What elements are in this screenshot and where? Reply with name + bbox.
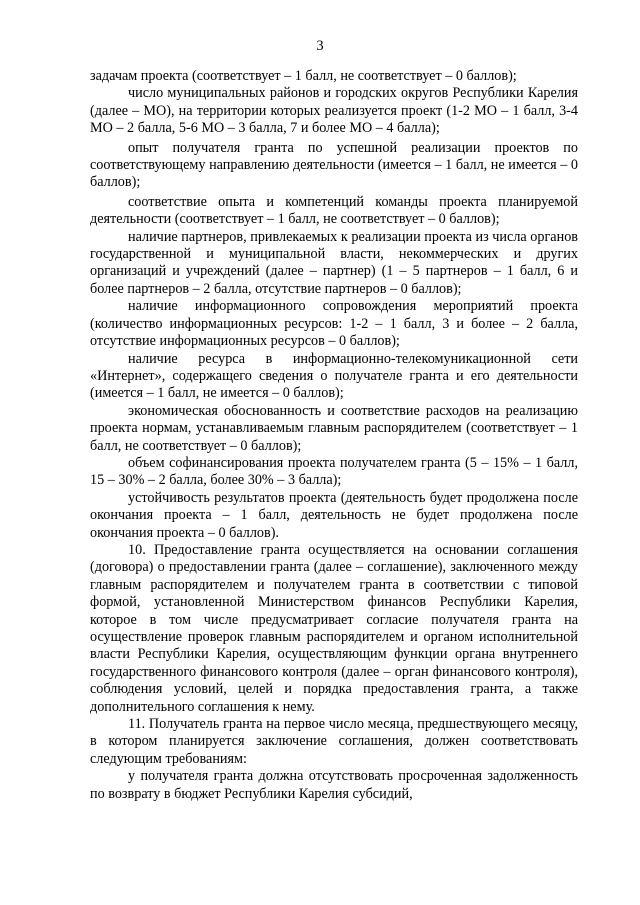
- paragraph: 11. Получатель гранта на первое число месяца, предшествующего месяцу, в котором планируется заключение соглашения, должен соответствовать следующим требованиям:: [90, 716, 578, 767]
- paragraph: устойчивость результатов проекта (деятельность будет продолжена после окончания проекта – 1 балл, деятельность не будет продолжена после окончания проекта – 0 баллов).: [90, 489, 578, 541]
- paragraph: экономическая обоснованность и соответствие расходов на реализацию проекта нормам, устанавливаемым главным распорядителем (соответствует – 1 балл, не соответствует – 0 баллов);: [90, 402, 578, 454]
- paragraph: число муниципальных районов и городских округов Республики Карелия (далее – МО), на территории которых реализуется проект (1-2 МО – 1 балл, 3-4 МО – 2 балла, 5-6 МО – 3 балла, 7 и более МО – 4 балла);: [90, 85, 578, 137]
- paragraph: наличие информационного сопровождения мероприятий проекта (количество информационных ресурсов: 1-2 – 1 балл, 3 и более – 2 балла, отсутствие информационных ресурсов – 0 баллов);: [90, 298, 578, 350]
- paragraph: наличие ресурса в информационно-телекомуникационной сети «Интернет», содержащего сведения о получателе гранта и его деятельности (имеется – 1 балл, не имеется – 0 баллов);: [90, 350, 578, 402]
- paragraph: 10. Предоставление гранта осуществляется на основании соглашения (договора) о предоставлении гранта (далее – соглашение), заключенного между главным распорядителем и получателем гранта в соответствии с типовой формой, установленной Министерством финансов Республики Карелия, которое в том числе предусматривает согласие получателя гранта на осуществление проверок главным распорядителем и органом исполнительной власти Республики Карелия, осуществляющим функции органа внутреннего государственного финансового контроля (далее – орган финансового контроля), соблюдения условий, целей и порядка предоставления гранта, а также дополнительного соглашения к нему.: [90, 541, 578, 715]
- paragraph: задачам проекта (соответствует – 1 балл, не соответствует – 0 баллов);: [90, 68, 517, 84]
- paragraph: наличие партнеров, привлекаемых к реализации проекта из числа органов государственной и муниципальной власти, некоммерческих и других организаций и учреждений (далее – партнер) (1 – 5 партнеров – 1 балл, 6 и более партнеров – 2 балла, отсутствие партнеров – 0 баллов);: [90, 228, 578, 297]
- paragraph: объем софинансирования проекта получателем гранта (5 – 15% – 1 балл, 15 – 30% – 2 балла, более 30% – 3 балла);: [90, 454, 578, 489]
- paragraph: соответствие опыта и компетенций команды проекта планируемой деятельности (соответствует – 1 балл, не соответствует – 0 баллов);: [90, 193, 578, 228]
- document-body: [90, 68, 578, 803]
- paragraph: у получателя гранта должна отсутствовать просроченная задолженность по возврату в бюджет Республики Карелия субсидий,: [90, 768, 578, 802]
- paragraph: опыт получателя гранта по успешной реализации проектов по соответствующему направлению деятельности (имеется – 1 балл, не имеется – 0 баллов);: [90, 139, 578, 191]
- page-number: 3: [316, 38, 324, 54]
